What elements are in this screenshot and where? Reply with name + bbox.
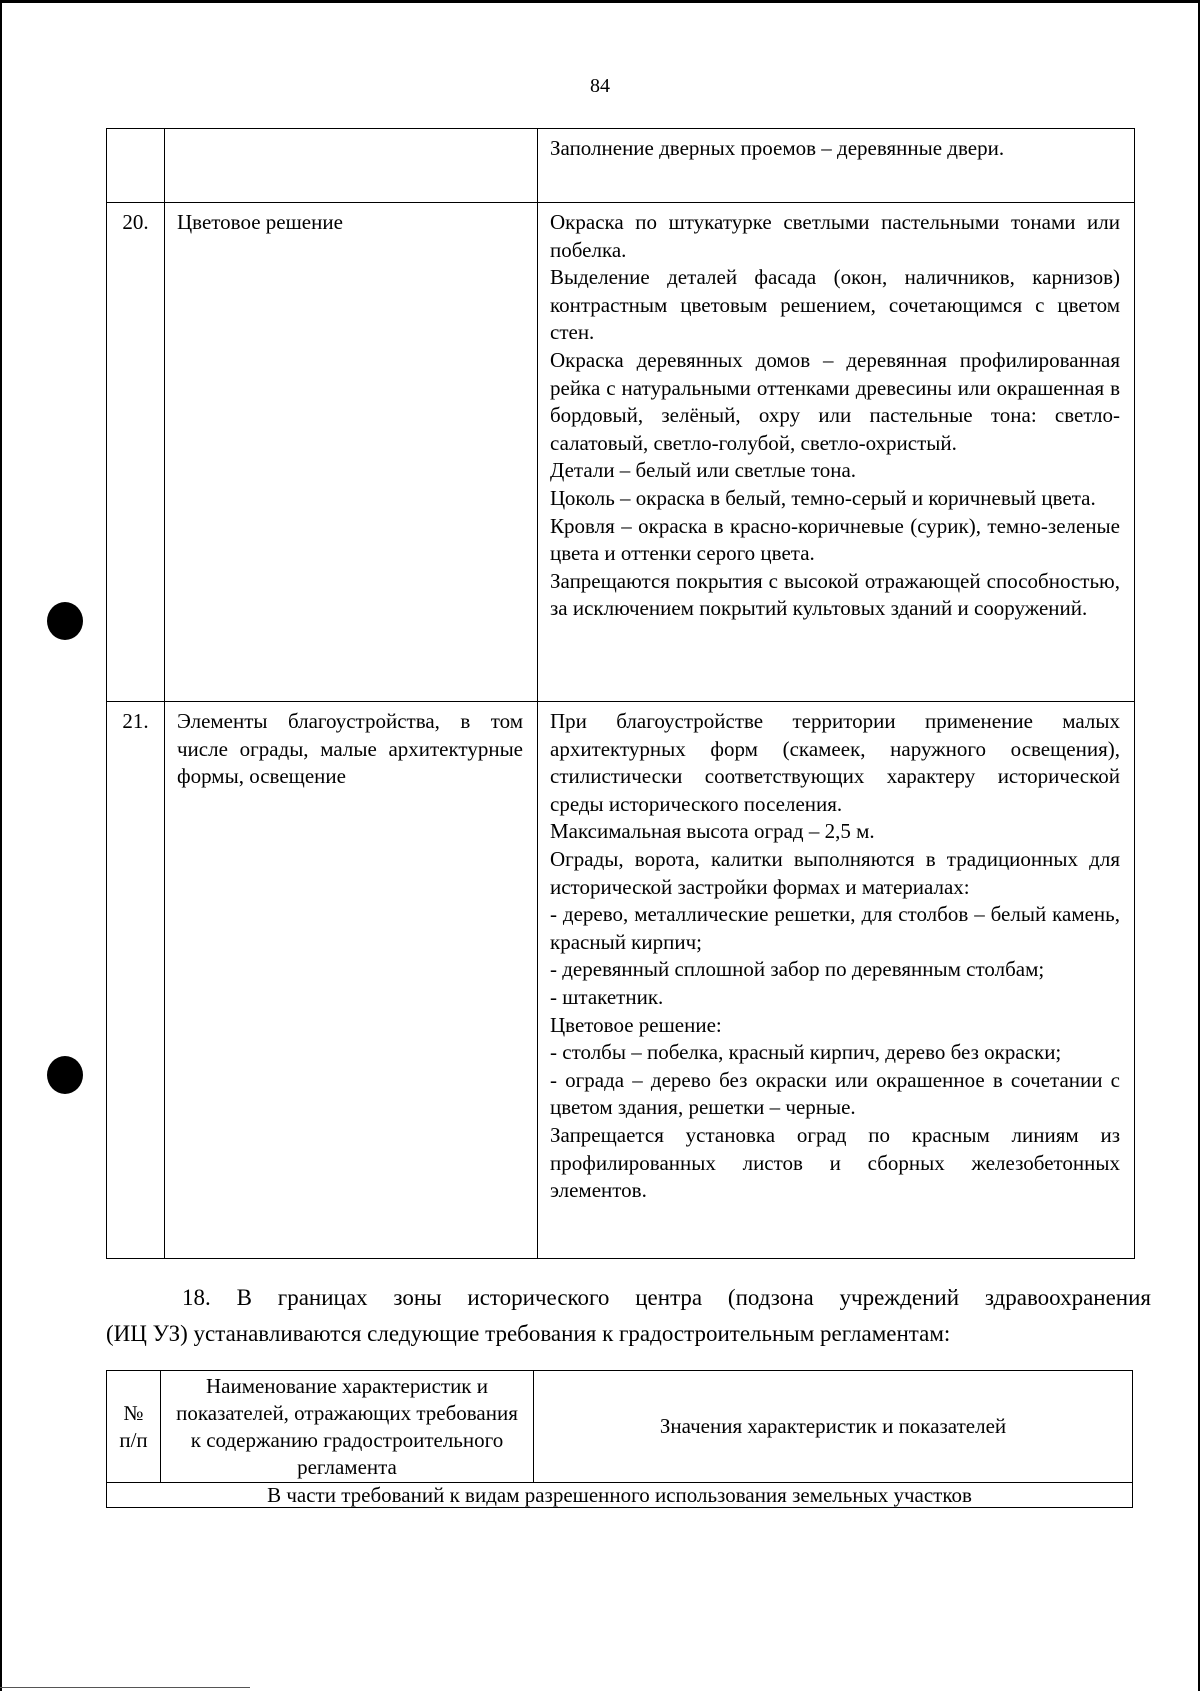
table-row — [107, 702, 1135, 1259]
name-paragraph: Элементы благоустройства, в том числе ограды, малые архитектурные формы, освещение — [177, 709, 523, 789]
value-paragraph: Заполнение дверных проемов – деревянные двери. — [550, 136, 1005, 160]
paragraph-line: 18. В границах зоны исторического центра (подзона учреждений здравоохранения — [182, 1285, 1151, 1310]
value-paragraph: Детали – белый или светлые тона. — [550, 458, 857, 483]
header-number: № п/п — [107, 1371, 161, 1483]
table-header-row — [107, 1371, 1133, 1483]
page-number: 84 — [590, 75, 610, 97]
value-paragraph: Окраска деревянных домов – деревянная профилированная рейка с натуральными оттенками древесины или окрашенная в бордовый, зелёный, охру или пастельные тона: светло-салатовый, светло-голубой, светло-охристый. — [550, 347, 1120, 455]
table-section-row — [107, 1483, 1133, 1508]
row-value — [538, 702, 1135, 1259]
value-paragraph: Максимальная высота оград – 2,5 м. — [550, 819, 875, 844]
value-paragraph: Запрещаются покрытия с высокой отражающей способностью, за исключением покрытий культовых зданий и сооружений. — [550, 568, 1120, 621]
section-heading: В части требований к видам разрешенного использования земельных участков — [107, 1483, 1133, 1508]
row-name — [165, 129, 538, 203]
page-edge-top — [0, 0, 1200, 3]
punch-hole-mark — [47, 1056, 83, 1094]
value-paragraph: Выделение деталей фасада (окон, наличников, карнизов) контрастным цветовым решением, сочетающимся с цветом стен. — [550, 265, 1120, 345]
paragraph-line: (ИЦ УЗ) устанавливаются следующие требования к градостроительным регламентам: — [106, 1321, 951, 1346]
row-number: 21. — [107, 702, 165, 1259]
value-paragraph: Цветовое решение: — [550, 1012, 722, 1037]
row-value — [538, 129, 1135, 203]
header-name: Наименование характеристик и показателей, отражающих требования к содержанию градостроительного регламента — [161, 1371, 534, 1483]
table-row — [107, 129, 1135, 203]
value-paragraph: Окраска по штукатурке светлыми пастельными тонами или побелка. — [550, 210, 1120, 262]
value-paragraph: - столбы – побелка, красный кирпич, дерево без окраски; — [550, 1040, 1062, 1065]
value-paragraph: - штакетник. — [550, 984, 664, 1009]
value-paragraph: Кровля – окраска в красно-коричневые (сурик), темно-зеленые цвета и оттенки серого цвета. — [550, 513, 1120, 566]
row-value — [538, 203, 1135, 702]
page-edge-left — [0, 0, 2, 1691]
row-number — [107, 129, 165, 203]
scan-artifact-line — [0, 1687, 250, 1688]
section-paragraph — [106, 1280, 1151, 1352]
value-paragraph: - деревянный сплошной забор по деревянным столбам; — [550, 957, 1045, 982]
header-value: Значения характеристик и показателей — [534, 1371, 1133, 1483]
table-row — [107, 203, 1135, 702]
regulations-table — [106, 1370, 1133, 1508]
value-paragraph: Цоколь – окраска в белый, темно-серый и коричневый цвета. — [550, 485, 1096, 510]
value-paragraph: Запрещается установка оград по красным линиям из профилированных листов и сборных железобетонных элементов. — [550, 1122, 1120, 1203]
value-paragraph: Ограды, ворота, калитки выполняются в традиционных для исторической застройки формах и материалах: — [550, 846, 1120, 899]
value-paragraph: При благоустройстве территории применение малых архитектурных форм (скамеек, наружного освещения), стилистически соответствующих характеру исторической среды исторического поселения. — [550, 709, 1120, 816]
requirements-table — [106, 128, 1135, 1259]
row-number: 20. — [107, 203, 165, 702]
row-name: Цветовое решение — [165, 203, 538, 702]
value-paragraph: - дерево, металлические решетки, для столбов – белый камень, красный кирпич; — [550, 902, 1120, 954]
row-name — [165, 702, 538, 1259]
value-paragraph: - ограда – дерево без окраски или окрашенное в сочетании с цветом здания, решетки – черные. — [550, 1067, 1120, 1120]
punch-hole-mark — [47, 602, 83, 640]
